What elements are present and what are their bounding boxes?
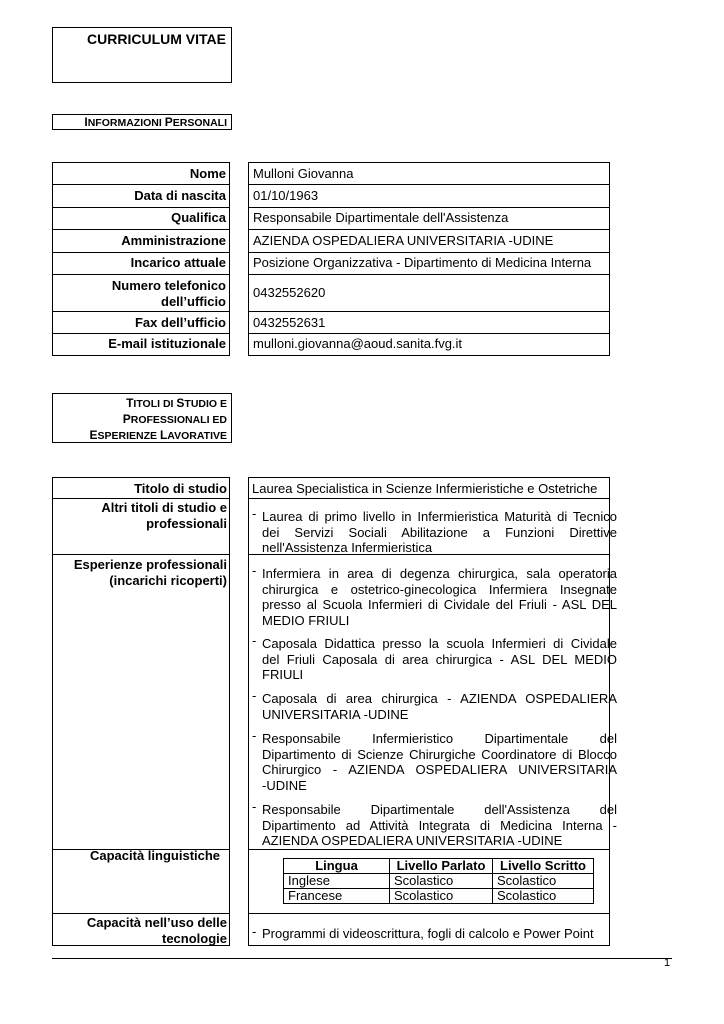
col-lingua: Lingua xyxy=(284,859,390,874)
lang-spoken: Scolastico xyxy=(390,889,493,904)
col-parlato: Livello Parlato xyxy=(390,859,493,874)
value-tecnologie: Programmi di videoscrittura, fogli di calcolo e Power Point xyxy=(262,926,594,941)
label-capacita-linguistiche: Capacità linguistiche xyxy=(90,848,221,863)
label-esperienze: Esperienze professionali (incarichi ricoperti) xyxy=(73,557,227,588)
value-email[interactable]: mulloni.giovanna@aoud.sanita.fvg.it xyxy=(248,334,610,356)
label-qualifica: Qualifica xyxy=(52,208,230,230)
languages-table xyxy=(283,858,594,904)
label-tecnologie: Capacità nell’uso delle tecnologie xyxy=(86,915,227,946)
value-amministrazione: AZIENDA OSPEDALIERA UNIVERSITARIA -UDINE xyxy=(248,230,610,253)
bullet-dash: - xyxy=(252,633,257,648)
label-titolo-studio: Titolo di studio xyxy=(134,481,227,496)
label-nome: Nome xyxy=(52,162,230,185)
studies-left-column xyxy=(52,477,230,946)
value-titolo-studio: Laurea Specialistica in Scienze Infermieristiche e Ostetriche xyxy=(252,481,598,496)
bullet-dash: - xyxy=(252,688,257,703)
value-altri-titoli: Laurea di primo livello in Infermieristica Maturità di Tecnico dei Servizi Sociali Abilitazione a Funzioni Direttive nell'Assistenza Infermieristica xyxy=(262,509,617,556)
page-number: 1 xyxy=(664,957,671,969)
lang-written: Scolastico xyxy=(493,889,594,904)
value-incarico: Posizione Organizzativa - Dipartimento di Medicina Interna xyxy=(248,253,610,275)
label-fax: Fax dell’ufficio xyxy=(52,312,230,334)
experience-item: Responsabile Dipartimentale dell'Assistenza del Dipartimento ad Attività Integrata di Medicina Interna - AZIENDA OSPEDALIERA UNIVERSITARIA -UDINE xyxy=(262,802,617,849)
bullet-dash: - xyxy=(252,563,257,578)
label-email: E-mail istituzionale xyxy=(52,334,230,356)
bullet-dash: - xyxy=(252,799,257,814)
table-row xyxy=(284,889,594,904)
languages-header-row xyxy=(284,859,594,874)
bullet-dash: - xyxy=(252,924,257,939)
value-nome: Mulloni Giovanna xyxy=(248,162,610,185)
footer-rule xyxy=(52,958,672,959)
bullet-dash: - xyxy=(252,506,257,521)
section-studies-experience: TITOLI DI STUDIO E PROFESSIONALI ED ESPERIENZE LAVORATIVE xyxy=(52,393,232,443)
label-altri-titoli: Altri titoli di studio e professionali xyxy=(101,500,227,531)
lang-name: Inglese xyxy=(284,874,390,889)
table-row xyxy=(284,874,594,889)
label-telefono: Numero telefonico dell’ufficio xyxy=(52,275,230,312)
lang-written: Scolastico xyxy=(493,874,594,889)
value-data-nascita: 01/10/1963 xyxy=(248,185,610,208)
col-scritto: Livello Scritto xyxy=(493,859,594,874)
experience-item: Caposala di area chirurgica - AZIENDA OSPEDALIERA UNIVERSITARIA -UDINE xyxy=(262,691,617,722)
value-qualifica: Responsabile Dipartimentale dell'Assistenza xyxy=(248,208,610,230)
label-amministrazione: Amministrazione xyxy=(52,230,230,253)
label-incarico: Incarico attuale xyxy=(52,253,230,275)
cv-title-box xyxy=(52,27,232,83)
experience-item: Responsabile Infermieristico Dipartimentale del Dipartimento di Scienze Chirurgiche Coordinatore di Blocco Chirurgico - AZIENDA OSPEDALIERA UNIVERSITARIA -UDINE xyxy=(262,731,617,793)
experience-item: Infermiera in area di degenza chirurgica, sala operatoria chirurgica e ostetrico-ginecologica Infermiera Insegnate presso al Scuola Infermieri di Cividale del Friuli - ASL DEL MEDIO FRIULI xyxy=(262,566,617,628)
lang-name: Francese xyxy=(284,889,390,904)
bullet-dash: - xyxy=(252,728,257,743)
value-fax: 0432552631 xyxy=(248,312,610,334)
experience-item: Caposala Didattica presso la scuola Infermieri di Cividale del Friuli Caposala di area chirurgica - ASL DEL MEDIO FRIULI xyxy=(262,636,617,683)
lang-spoken: Scolastico xyxy=(390,874,493,889)
value-telefono: 0432552620 xyxy=(248,275,610,312)
section-personal-info: INFORMAZIONI PERSONALI xyxy=(52,114,232,130)
label-data-nascita: Data di nascita xyxy=(52,185,230,208)
cv-title: CURRICULUM VITAE xyxy=(87,31,226,47)
